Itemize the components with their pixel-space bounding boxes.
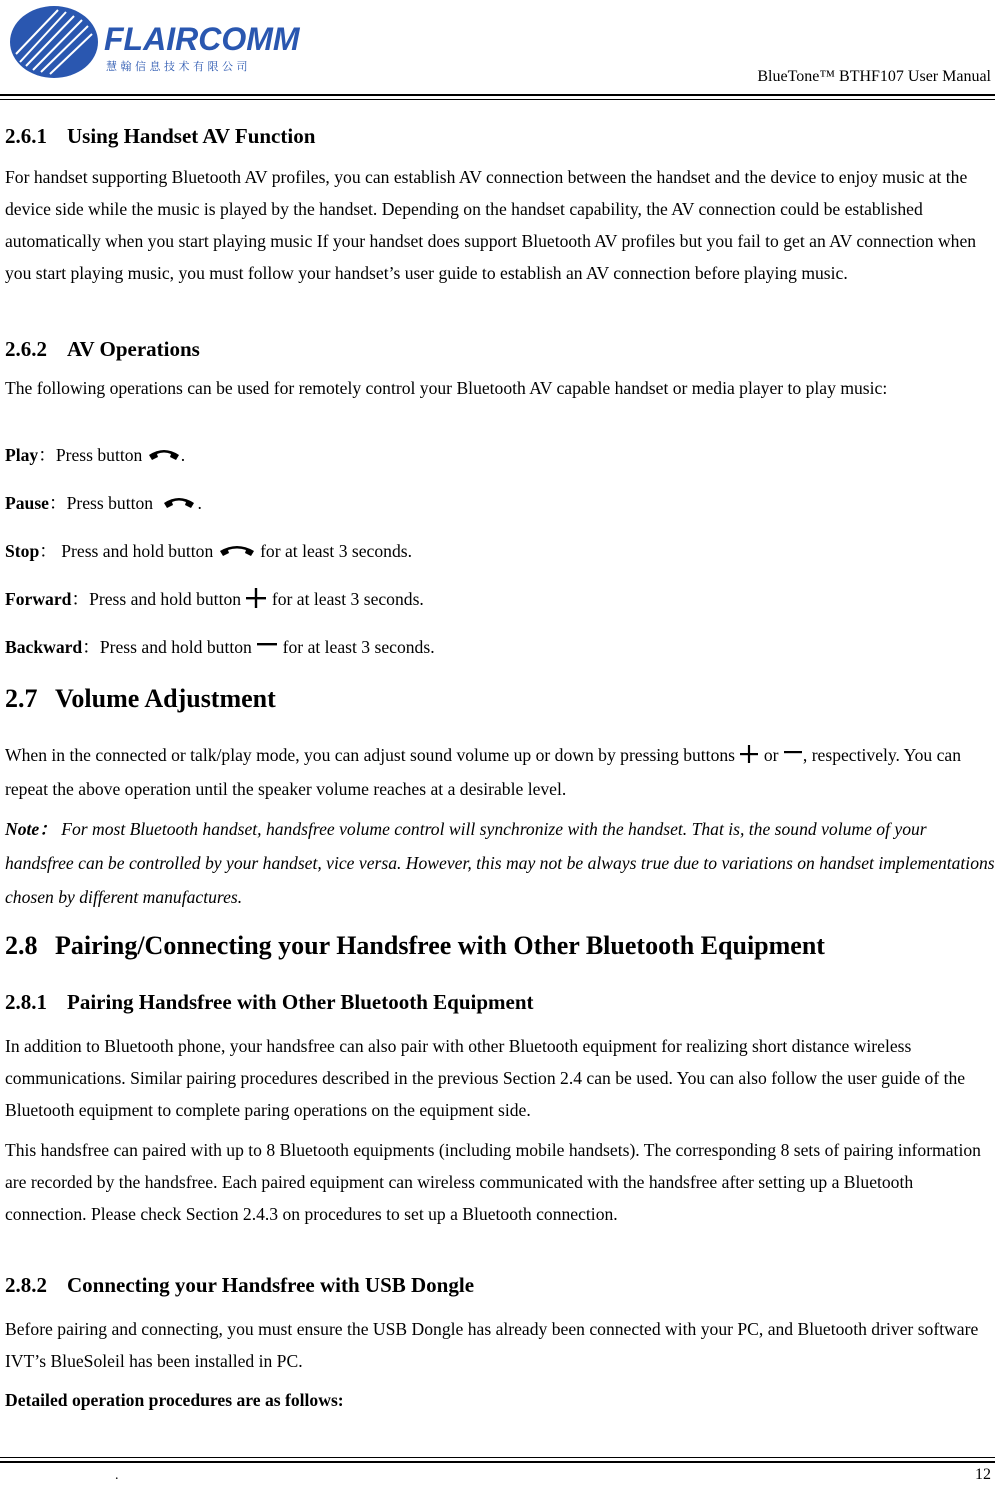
plus-button-icon bbox=[245, 588, 267, 613]
phone-button-icon bbox=[158, 494, 198, 515]
phone-button-icon bbox=[147, 446, 181, 467]
logo-graphic bbox=[6, 2, 306, 82]
paragraph-pairing-capacity: This handsfree can paired with up to 8 Bluetooth equipments (including mobile handsets). The corresponding 8 sets of pairing information are recorded by the handsfree. Each paired equipment can wireless communicated with the handsfree after setting up a Bluetooth connection. Please check Section 2.4.3 on procedures to set up a Bluetooth connection. bbox=[5, 1140, 981, 1224]
flaircomm-logo bbox=[6, 2, 306, 82]
paragraph-volume: When in the connected or talk/play mode, you can adjust sound volume up or down by pressing buttons or , respectively. You can repeat the above operation until the speaker volume reaches at a desirable level. bbox=[5, 739, 993, 805]
plus-button-icon bbox=[739, 741, 759, 773]
footer-mark: . bbox=[115, 1468, 119, 1483]
heading-2-8: 2.8 Pairing/Connecting your Handsfree with Other Bluetooth Equipment bbox=[5, 931, 825, 960]
minus-button-icon bbox=[256, 636, 278, 661]
op-backward: Backward：Press and hold button for at least 3 seconds. bbox=[5, 634, 435, 661]
footer-rule bbox=[0, 1461, 995, 1463]
heading-2-6-1: 2.6.1 Using Handset AV Function bbox=[5, 124, 316, 148]
page-number: 12 bbox=[975, 1466, 991, 1483]
minus-button-icon bbox=[783, 741, 803, 773]
footer-rule-thin bbox=[0, 1457, 995, 1458]
detailed-procedures-label: Detailed operation procedures are as follows: bbox=[5, 1390, 344, 1410]
manual-title: BlueTone™ BTHF107 User Manual bbox=[757, 68, 991, 85]
header-rule-thin bbox=[0, 99, 995, 100]
op-pause: Pause：Press button . bbox=[5, 490, 202, 515]
header-rule bbox=[0, 94, 995, 96]
phone-button-icon bbox=[218, 542, 256, 563]
paragraph-handset-av: For handset supporting Bluetooth AV profiles, you can establish AV connection between the handset and the device to enjoy music at the device side while the music is played by the handset. Depending on the handset capability, the AV connection could be established automatically when you start playing music If your handset does support Bluetooth AV profiles but you fail to get an AV connection when you start playing music, you must follow your handset’s user guide to establish an AV connection before playing music. bbox=[5, 167, 977, 283]
paragraph-pairing: In addition to Bluetooth phone, your handsfree can also pair with other Bluetooth equipment for realizing short distance wireless communications. Similar pairing procedures described in the previous Section 2.4 can be used. You can also follow the user guide of the Bluetooth equipment to complete paring operations on the equipment side. bbox=[5, 1036, 966, 1120]
paragraph-usb-dongle: Before pairing and connecting, you must ensure the USB Dongle has already been connected with your PC, and Bluetooth driver software IVT’s BlueSoleil has been installed in PC. bbox=[5, 1319, 979, 1371]
svg-text:慧 翰 信 息 技 术 有 限 公 司: 慧 翰 信 息 技 术 有 限 公 司 bbox=[106, 60, 248, 73]
heading-2-7: 2.7 Volume Adjustment bbox=[5, 684, 276, 713]
heading-2-8-1: 2.8.1 Pairing Handsfree with Other Bluetooth Equipment bbox=[5, 990, 534, 1014]
svg-text:FLAIRCOMM: FLAIRCOMM bbox=[104, 21, 300, 57]
op-stop: Stop： Press and hold button for at least 3 seconds. bbox=[5, 538, 412, 563]
heading-2-6-2: 2.6.2 AV Operations bbox=[5, 337, 200, 361]
note-volume-sync: Note： For most Bluetooth handset, handsfree volume control will synchronize with the handset. That is, the sound volume of your handsfree can be controlled by your handset, vice versa. However, this may not be always true due to variations on handset implementations chosen by different manufactures. bbox=[5, 819, 995, 907]
op-play: Play：Press button . bbox=[5, 442, 185, 467]
paragraph-av-operations: The following operations can be used for remotely control your Bluetooth AV capable handset or media player to play music: bbox=[5, 378, 888, 398]
op-forward: Forward：Press and hold button for at least 3 seconds. bbox=[5, 586, 424, 613]
heading-2-8-2: 2.8.2 Connecting your Handsfree with USB Dongle bbox=[5, 1273, 475, 1297]
